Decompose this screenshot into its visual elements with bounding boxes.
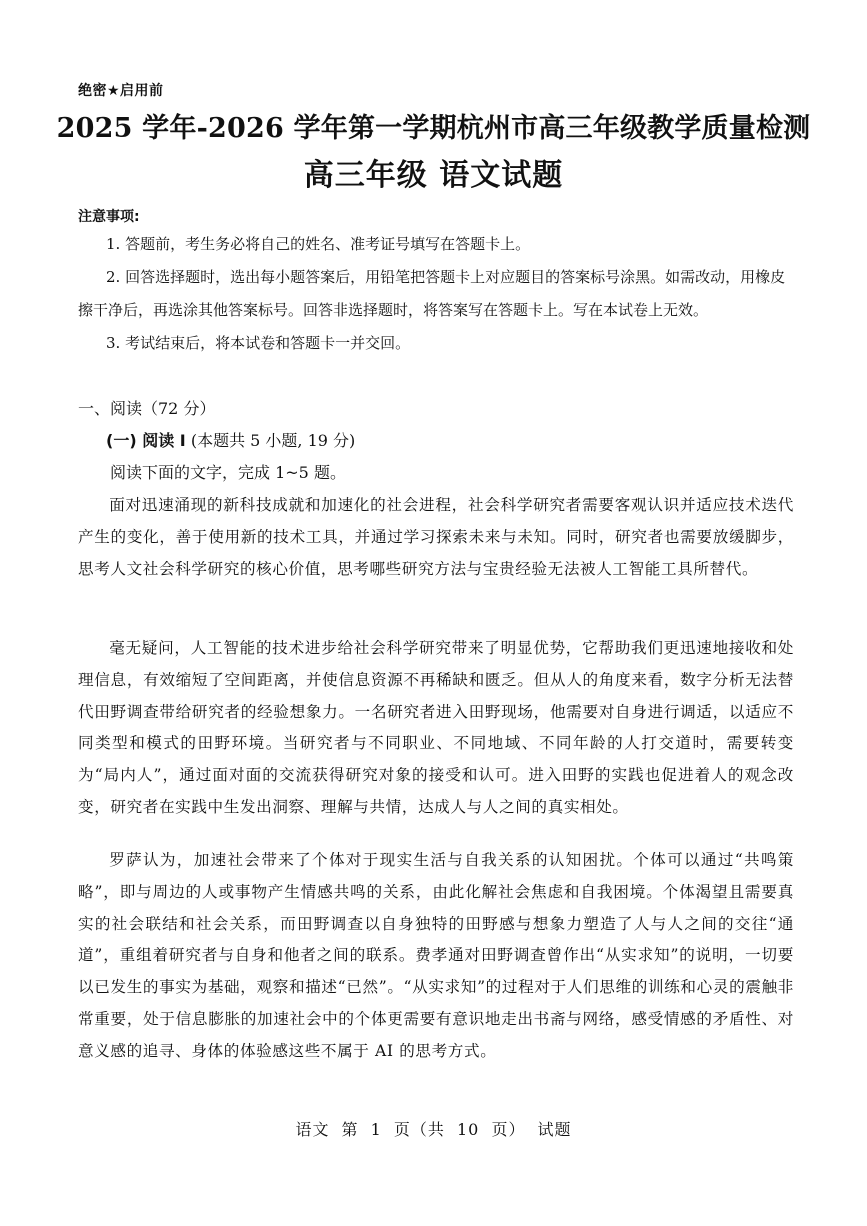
notice-item-2: 2. 回答选择题时，选出每小题答案后，用铅笔把答题卡上对应题目的答案标号涂黑。如需改动，用橡皮擦干净后，再选涂其他答案标号。回答非选择题时，将答案写在答题卡上。写在本试卷上无效。 [78, 268, 786, 319]
exam-main-title: 2025 学年-2026 学年第一学期杭州市高三年级教学质量检测 [56, 113, 811, 144]
reading-sub-heading-detail: (本题共 5 小题, 19 分) [185, 431, 356, 450]
notice-item-3: 3. 考试结束后，将本试卷和答题卡一并交回。 [106, 334, 411, 352]
passage-paragraph-1: 面对迅速涌现的新科技成就和加速化的社会进程，社会科学研究者需要客观认识并适应技术迭代产生的变化，善于使用新的技术工具，并通过学习探索未来与未知。同时，研究者也需要放缓脚步，思考人文社会科学研究的核心价值，思考哪些研究方法与宝贵经验无法被人工智能工具所替代。 [78, 496, 794, 578]
notice-item-1: 1. 答题前，考生务必将自己的姓名、准考证号填写在答题卡上。 [106, 235, 531, 253]
page-footer: 语文 第 1 页（共 10 页） 试题 [295, 1120, 572, 1139]
section-heading: 一、阅读（72 分） [78, 399, 216, 418]
confidential-label: 绝密★启用前 [78, 83, 164, 99]
reading-sub-heading-label: (一) 阅读 I [106, 431, 186, 450]
notice-heading: 注意事项: [78, 209, 140, 225]
passage-paragraph-3: 罗萨认为，加速社会带来了个体对于现实生活与自我关系的认知困扰。个体可以通过“共鸣策略”，即与周边的人或事物产生情感共鸣的关系，由此化解社会焦虑和自我困境。个体渴望且需要真实的社会联结和社会关系，而田野调查以自身独特的田野感与想象力塑造了人与人之间的交往“通道”，重组着研究者与自身和他者之间的联系。费孝通对田野调查曾作出“从实求知”的说明，一切要以已发生的事实为基础，观察和描述“已然”。“从实求知”的过程对于人们思维的训练和心灵的震触非常重要，处于信息膨胀的加速社会中的个体更需要有意识地走出书斋与网络，感受情感的矛盾性、对意义感的追寻、身体的体验感这些不属于 AI 的思考方式。 [78, 851, 794, 1060]
exam-sub-title: 高三年级 语文试题 [303, 158, 564, 193]
passage-paragraph-2: 毫无疑问，人工智能的技术进步给社会科学研究带来了明显优势，它帮助我们更迅速地接收和处理信息，有效缩短了空间距离，并使信息资源不再稀缺和匮乏。但从人的角度来看，数字分析无法替代田野调查带给研究者的经验想象力。一名研究者进入田野现场，他需要对自身进行调适，以适应不同类型和模式的田野环境。当研究者与不同职业、不同地域、不同年龄的人打交道时，需要转变为“局内人”，通过面对面的交流获得研究对象的接受和认可。进入田野的实践也促进着人的观念改变，研究者在实践中生发出洞察、理解与共情，达成人与人之间的真实相处。 [78, 639, 794, 816]
reading-sub-heading [106, 428, 355, 451]
reading-instruction: 阅读下面的文字，完成 1~5 题。 [110, 463, 346, 482]
